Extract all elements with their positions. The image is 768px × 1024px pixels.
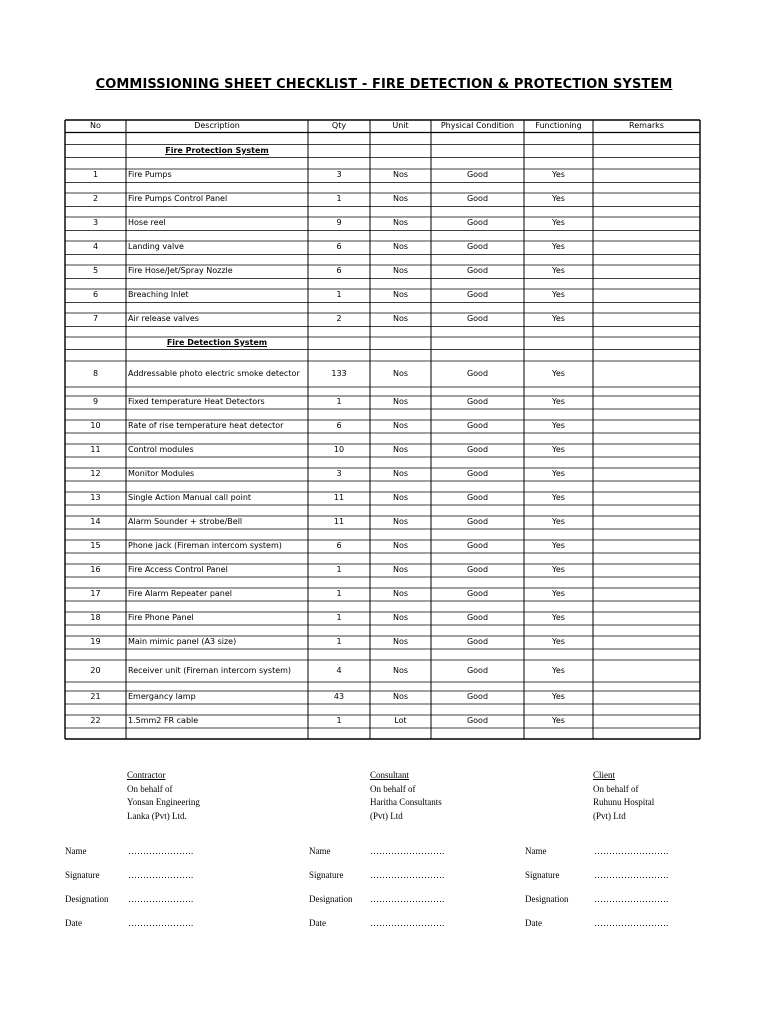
- row-20-unit: Nos: [392, 665, 409, 675]
- row-13-qty: 11: [333, 493, 345, 502]
- row-21-unit: Nos: [392, 692, 409, 701]
- row-18-functioning: Yes: [552, 613, 565, 622]
- row-5-condition: Good: [466, 266, 489, 276]
- row-7-functioning: Yes: [552, 314, 565, 324]
- signatory-line: (Pvt) Ltd: [370, 810, 403, 821]
- row-17-condition: Good: [466, 589, 489, 598]
- field-label-name: Name: [65, 846, 87, 856]
- header-qty: Qty: [331, 120, 347, 130]
- row-7-unit: Nos: [392, 314, 409, 324]
- field-label-designation: Designation: [65, 894, 109, 904]
- field-label-signature: Signature: [309, 870, 344, 880]
- row-10-qty: 6: [336, 421, 342, 430]
- row-1-condition: Good: [466, 170, 489, 180]
- row-21-functioning: Yes: [552, 692, 565, 701]
- row-8-functioning: Yes: [552, 368, 565, 378]
- row-21-description: Emergancy lamp: [128, 692, 196, 701]
- row-6-no: 6: [92, 290, 99, 300]
- field-blank-signature[interactable]: …………………….: [370, 870, 445, 880]
- row-2-unit: Nos: [392, 194, 409, 204]
- row-19-unit: Nos: [392, 637, 409, 646]
- row-11-functioning: Yes: [552, 445, 565, 454]
- row-20-qty: 4: [336, 665, 342, 675]
- field-blank-name[interactable]: ………………….: [128, 846, 194, 856]
- section-heading-detection: Fire Detection System: [166, 337, 268, 347]
- field-blank-date[interactable]: …………………….: [594, 918, 669, 928]
- row-20-description: Receiver unit (Fireman intercom system): [128, 665, 292, 675]
- row-20-condition: Good: [466, 665, 489, 675]
- signatory-line: Ruhunu Hospital: [593, 797, 655, 807]
- field-blank-signature[interactable]: …………………….: [594, 870, 669, 880]
- row-8-condition: Good: [466, 368, 489, 378]
- row-6-qty: 1: [336, 290, 342, 300]
- row-3-no: 3: [92, 218, 99, 228]
- row-9-condition: Good: [466, 397, 489, 406]
- row-2-no: 2: [92, 194, 99, 204]
- row-17-no: 17: [90, 589, 101, 598]
- row-9-no: 9: [92, 397, 99, 406]
- row-5-qty: 6: [336, 266, 342, 276]
- row-9-unit: Nos: [392, 397, 409, 406]
- row-12-functioning: Yes: [552, 469, 565, 478]
- row-11-description: Control modules: [128, 445, 194, 454]
- row-12-description: Monitor Modules: [128, 469, 195, 478]
- row-18-condition: Good: [466, 613, 489, 622]
- row-13-description: Single Action Manual call point: [128, 493, 252, 502]
- row-22-unit: Lot: [394, 716, 407, 725]
- field-label-designation: Designation: [309, 894, 353, 904]
- row-17-description: Fire Alarm Repeater panel: [128, 589, 233, 598]
- row-10-unit: Nos: [392, 421, 409, 430]
- row-16-no: 16: [90, 565, 101, 574]
- row-14-description: Alarm Sounder + strobe/Bell: [128, 517, 243, 526]
- field-blank-designation[interactable]: …………………….: [370, 894, 445, 904]
- row-3-functioning: Yes: [552, 218, 565, 228]
- row-19-no: 19: [90, 637, 101, 646]
- row-1-description: Fire Pumps: [128, 170, 172, 180]
- row-21-condition: Good: [466, 692, 489, 701]
- field-label-designation: Designation: [525, 894, 569, 904]
- header-unit: Unit: [392, 120, 409, 130]
- row-6-condition: Good: [466, 290, 489, 300]
- row-4-functioning: Yes: [552, 242, 565, 252]
- row-15-qty: 6: [336, 541, 342, 550]
- section-heading-protection: Fire Protection System: [165, 145, 269, 155]
- row-12-no: 12: [90, 469, 101, 478]
- field-label-date: Date: [309, 918, 326, 928]
- row-1-no: 1: [92, 170, 99, 180]
- row-6-unit: Nos: [392, 290, 409, 300]
- signatory-line: On behalf of: [370, 783, 416, 794]
- row-18-qty: 1: [336, 613, 342, 622]
- row-16-qty: 1: [336, 565, 342, 574]
- row-7-description: Air release valves: [128, 314, 199, 324]
- header-description: Description: [194, 120, 240, 130]
- row-4-qty: 6: [336, 242, 342, 252]
- header-no: No: [90, 120, 101, 130]
- row-1-unit: Nos: [392, 170, 409, 180]
- field-blank-signature[interactable]: ………………….: [128, 870, 194, 880]
- row-10-condition: Good: [466, 421, 489, 430]
- row-4-description: Landing valve: [128, 242, 184, 252]
- field-label-signature: Signature: [65, 870, 100, 880]
- row-4-no: 4: [92, 242, 99, 252]
- row-15-unit: Nos: [392, 541, 409, 550]
- signatory-line: On behalf of: [127, 783, 173, 794]
- row-15-description: Phone jack (Fireman intercom system): [128, 541, 282, 550]
- row-2-functioning: Yes: [552, 194, 565, 204]
- row-11-no: 11: [90, 445, 101, 454]
- row-7-qty: 2: [336, 314, 342, 324]
- row-2-condition: Good: [466, 194, 489, 204]
- field-label-name: Name: [525, 846, 547, 856]
- row-18-no: 18: [90, 613, 101, 622]
- row-7-no: 7: [92, 314, 99, 324]
- row-12-qty: 3: [336, 469, 342, 478]
- row-5-functioning: Yes: [552, 266, 565, 276]
- row-16-unit: Nos: [392, 565, 409, 574]
- row-10-no: 10: [90, 421, 101, 430]
- row-19-functioning: Yes: [552, 637, 565, 646]
- row-8-description: Addressable photo electric smoke detector: [128, 368, 300, 378]
- row-3-qty: 9: [336, 218, 342, 228]
- field-label-name: Name: [309, 846, 331, 856]
- row-10-functioning: Yes: [552, 421, 565, 430]
- signatory-contractor: [127, 769, 200, 823]
- row-19-description: Main mimic panel (A3 size): [128, 637, 237, 646]
- row-22-description: 1.5mm2 FR cable: [128, 716, 199, 725]
- field-label-signature: Signature: [525, 870, 560, 880]
- row-15-condition: Good: [466, 541, 489, 550]
- row-16-functioning: Yes: [552, 565, 565, 574]
- row-13-condition: Good: [466, 493, 489, 502]
- row-5-unit: Nos: [392, 266, 409, 276]
- row-8-no: 8: [92, 368, 99, 378]
- row-5-description: Fire Hose/Jet/Spray Nozzle: [128, 266, 233, 276]
- field-label-date: Date: [525, 918, 542, 928]
- signatory-client: [593, 769, 654, 823]
- signatory-heading: Client: [593, 770, 615, 780]
- row-21-qty: 43: [333, 692, 345, 701]
- row-15-functioning: Yes: [552, 541, 565, 550]
- row-1-functioning: Yes: [552, 170, 565, 180]
- row-12-unit: Nos: [392, 469, 409, 478]
- field-blank-name[interactable]: …………………….: [594, 846, 669, 856]
- field-blank-designation[interactable]: ………………….: [128, 894, 194, 904]
- row-4-unit: Nos: [392, 242, 409, 252]
- signatory-line: (Pvt) Ltd: [593, 810, 626, 821]
- signatory-line: Haritha Consultants: [370, 797, 442, 807]
- row-8-unit: Nos: [392, 368, 409, 378]
- row-22-qty: 1: [336, 716, 342, 725]
- row-6-description: Breaching Inlet: [128, 290, 189, 300]
- row-7-condition: Good: [466, 314, 489, 324]
- row-19-condition: Good: [466, 637, 489, 646]
- row-22-no: 22: [90, 716, 101, 725]
- row-1-qty: 3: [336, 170, 342, 180]
- row-11-condition: Good: [466, 445, 489, 454]
- signatory-heading: Contractor: [127, 770, 166, 780]
- row-8-qty: 133: [331, 368, 347, 378]
- row-13-functioning: Yes: [552, 493, 565, 502]
- row-9-qty: 1: [336, 397, 342, 406]
- row-3-condition: Good: [466, 218, 489, 228]
- row-17-functioning: Yes: [552, 589, 565, 598]
- row-2-qty: 1: [336, 194, 342, 204]
- row-13-unit: Nos: [392, 493, 409, 502]
- row-12-condition: Good: [466, 469, 489, 478]
- document-title: COMMISSIONING SHEET CHECKLIST - FIRE DETECTION & PROTECTION SYSTEM: [95, 77, 673, 92]
- row-2-description: Fire Pumps Control Panel: [128, 194, 228, 204]
- row-19-qty: 1: [336, 637, 342, 646]
- row-14-functioning: Yes: [552, 517, 565, 526]
- row-5-no: 5: [92, 266, 99, 276]
- field-blank-designation[interactable]: …………………….: [594, 894, 669, 904]
- row-4-condition: Good: [466, 242, 489, 252]
- field-label-date: Date: [65, 918, 82, 928]
- row-13-no: 13: [90, 493, 101, 502]
- row-17-qty: 1: [336, 589, 342, 598]
- row-18-description: Fire Phone Panel: [128, 613, 194, 622]
- signatory-heading: Consultant: [370, 770, 410, 780]
- field-blank-date[interactable]: ………………….: [128, 918, 194, 928]
- row-14-qty: 11: [333, 517, 345, 526]
- row-11-unit: Nos: [392, 445, 409, 454]
- row-9-description: Fixed temperature Heat Detectors: [128, 397, 265, 406]
- signatory-consultant: [370, 769, 442, 823]
- row-22-condition: Good: [466, 716, 489, 725]
- row-10-description: Rate of rise temperature heat detector: [128, 421, 284, 430]
- row-21-no: 21: [90, 692, 101, 701]
- row-14-unit: Nos: [392, 517, 409, 526]
- row-16-description: Fire Access Control Panel: [128, 565, 228, 574]
- row-14-condition: Good: [466, 517, 489, 526]
- signatory-line: On behalf of: [593, 783, 639, 794]
- row-17-unit: Nos: [392, 589, 409, 598]
- row-14-no: 14: [90, 517, 101, 526]
- row-3-unit: Nos: [392, 218, 409, 228]
- row-20-functioning: Yes: [552, 665, 565, 675]
- header-remarks: Remarks: [629, 120, 664, 130]
- row-20-no: 20: [90, 665, 101, 675]
- signatory-line: Lanka (Pvt) Ltd.: [127, 810, 187, 821]
- row-3-description: Hose reel: [128, 218, 166, 228]
- signatory-line: Yonsan Engineering: [127, 797, 200, 807]
- row-9-functioning: Yes: [552, 397, 565, 406]
- header-functioning: Functioning: [535, 120, 582, 130]
- row-18-unit: Nos: [392, 613, 409, 622]
- field-blank-date[interactable]: …………………….: [370, 918, 445, 928]
- row-15-no: 15: [90, 541, 101, 550]
- header-condition: Physical Condition: [440, 120, 515, 130]
- row-16-condition: Good: [466, 565, 489, 574]
- row-11-qty: 10: [333, 445, 345, 454]
- field-blank-name[interactable]: …………………….: [370, 846, 445, 856]
- row-22-functioning: Yes: [552, 716, 565, 725]
- row-6-functioning: Yes: [552, 290, 565, 300]
